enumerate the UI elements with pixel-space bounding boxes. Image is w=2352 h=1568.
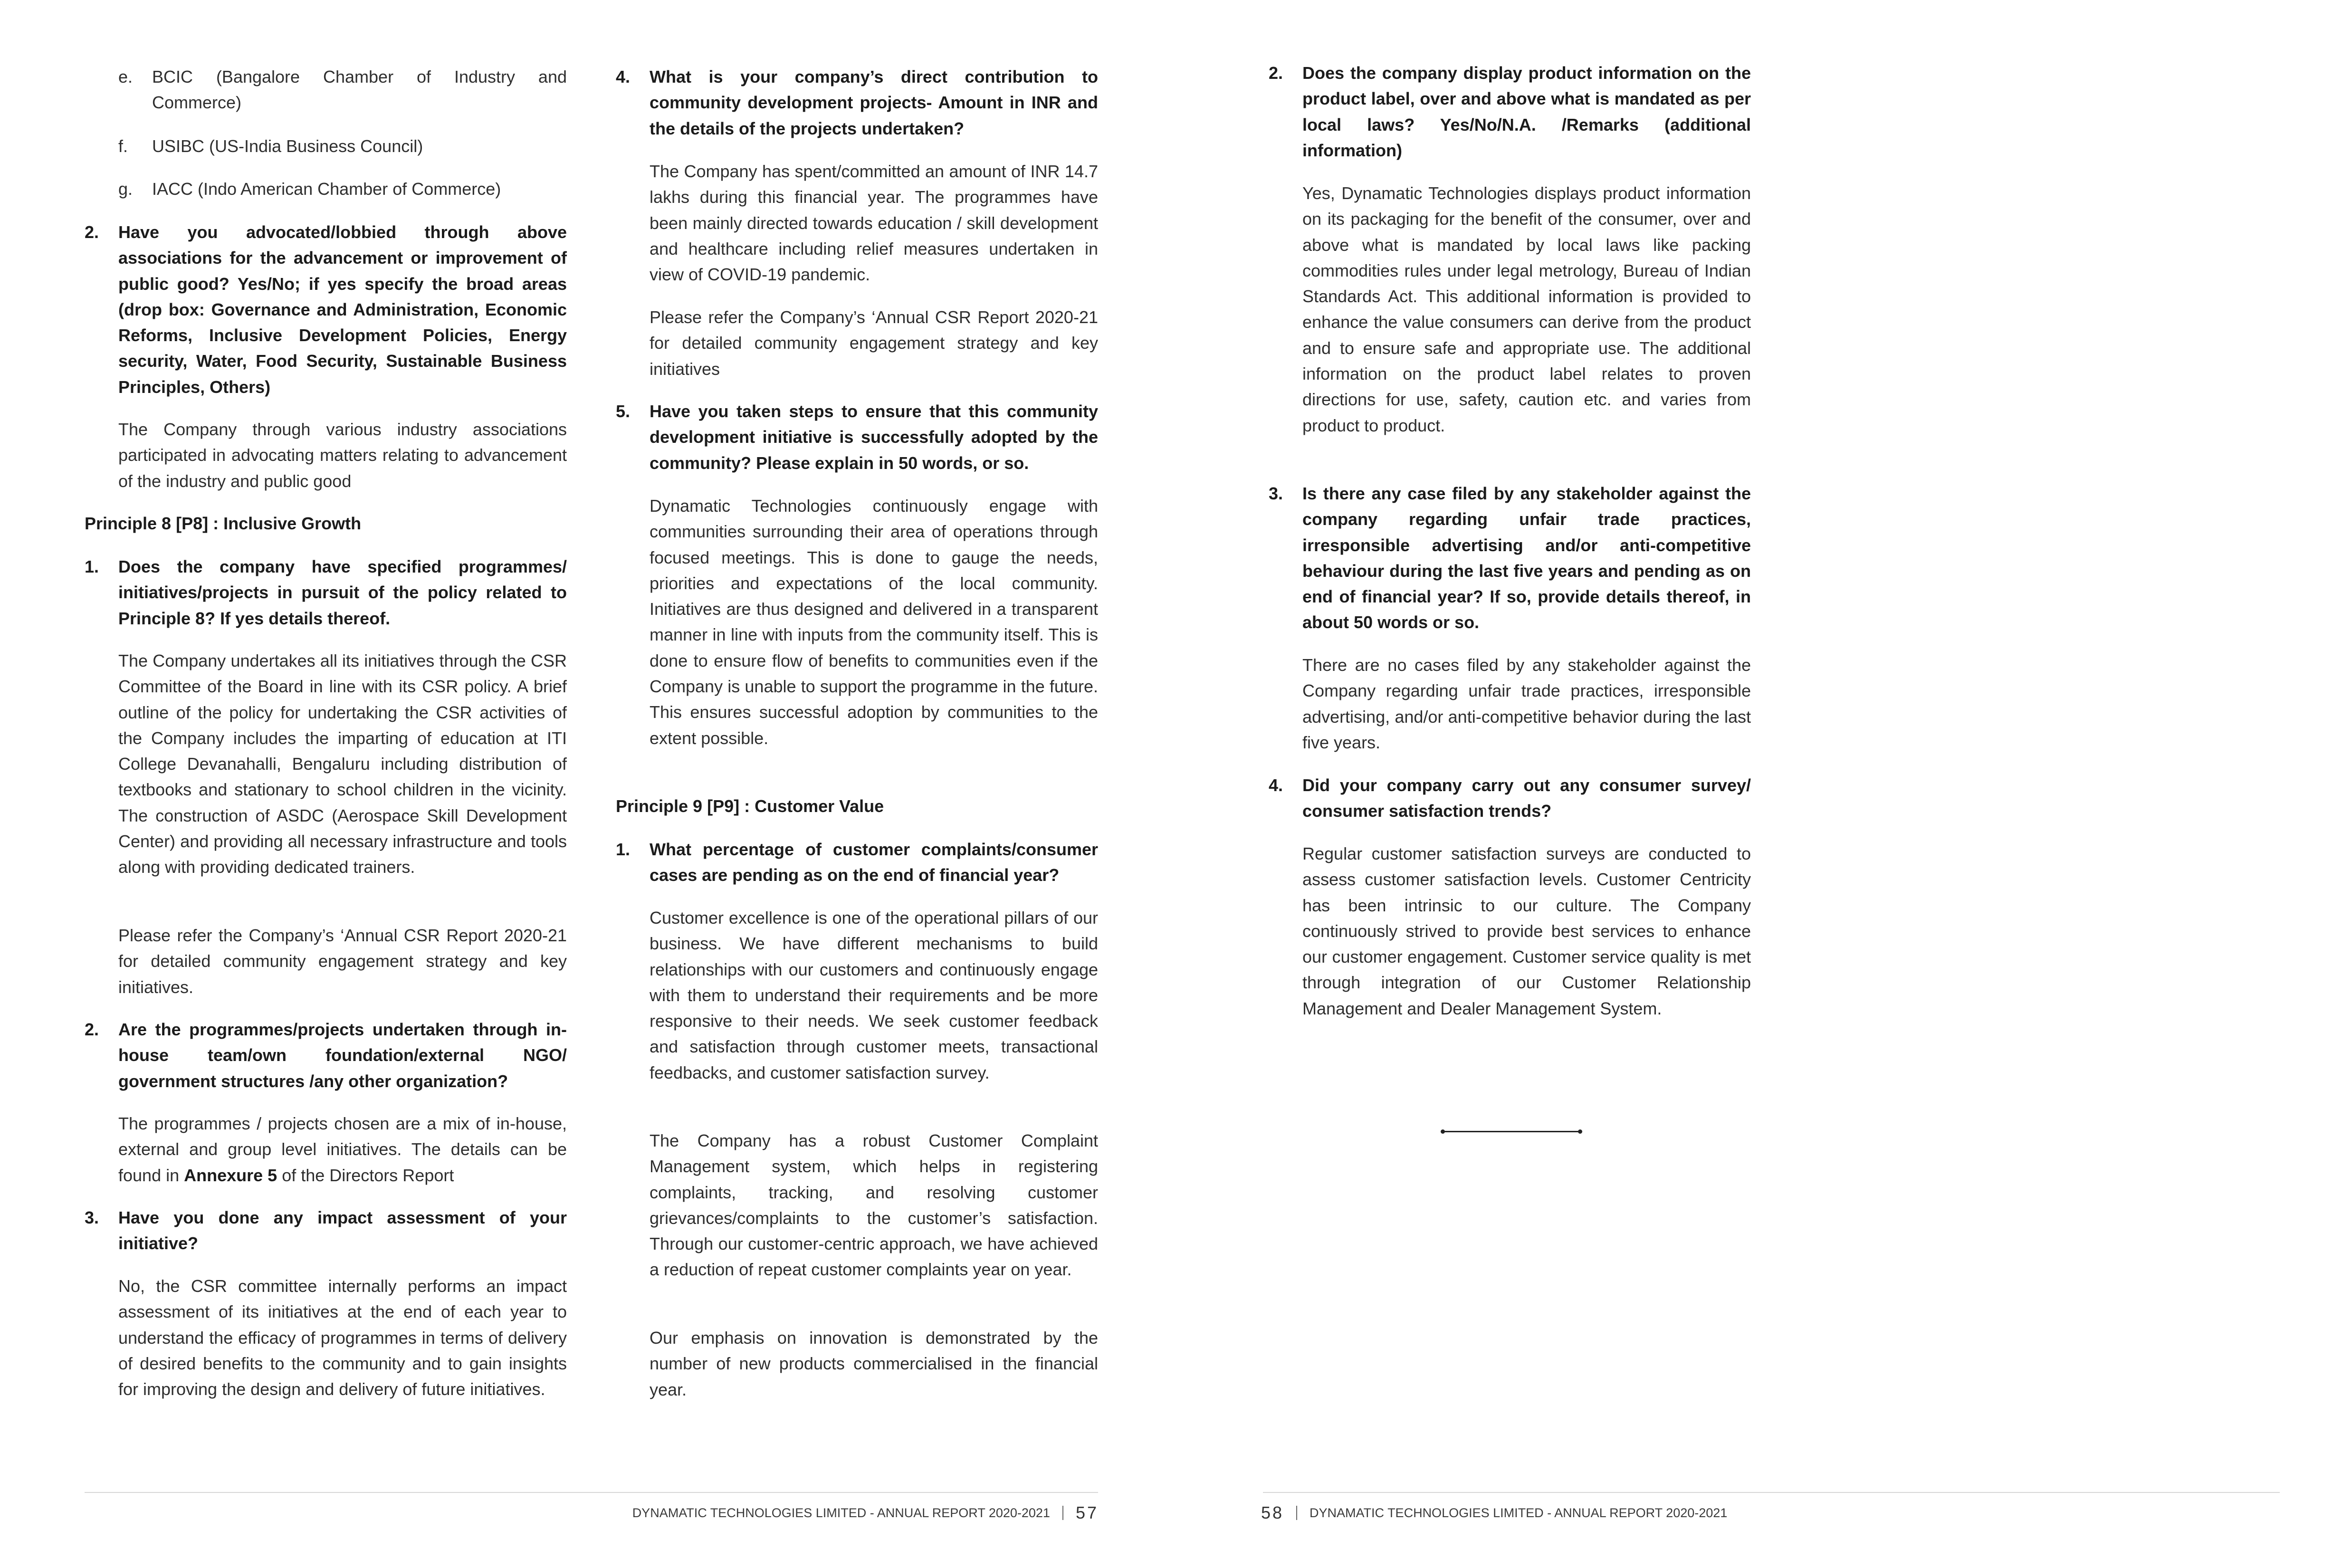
question-text: Does the company have specified programmes/ initiatives/projects in pursuit of the policy related to Principle 8? If yes details thereof. — [118, 557, 567, 628]
list-item-e — [118, 64, 567, 116]
question-text: What percentage of customer complaints/consumer cases are pending as on the end of financial year? — [650, 840, 1098, 885]
answer-p8-5: Dynamatic Technologies continuously engage with communities surrounding their area of operations through focused meetings. This is done to gauge the needs, priorities and expectations of the local community. Initiatives are thus designed and delivered in a transparent manner in line with inputs from the community itself. This is done to ensure flow of benefits to communities even if the Company is unable to support the programme in the future. This ensures successful adoption by communities to the extent possible. — [650, 496, 1098, 748]
question-p8-5 — [616, 399, 1098, 476]
question-p8-3 — [85, 1205, 567, 1257]
answer-p8-4: The Company has spent/committed an amount of INR 14.7 lakhs during this financial year. The programmes have been mainly directed towards education / skill development and healthcare including relief measures undertaken in view of COVID-19 pandemic. — [650, 162, 1098, 285]
question-text: Have you taken steps to ensure that this community development initiative is successfully adopted by the community? Please explain in 50 words, or so. — [650, 402, 1098, 473]
question-text: Did your company carry out any consumer survey/ consumer satisfaction trends? — [1302, 775, 1751, 821]
answer-text: The programmes / projects chosen are a mix of in-house, external and group level initiatives. The details can be found in — [118, 1114, 567, 1185]
question-text: What is your company’s direct contribution to community development projects- Amount in INR and the details of the projects undertaken? — [650, 67, 1098, 138]
footer-right — [1261, 1502, 1727, 1522]
answer-p8-3: No, the CSR committee internally performs an impact assessment of its initiatives at the end of each year to understand the efficacy of programmes in terms of delivery of desired benefits to the community and to gain insights for improving the design and delivery of future initiatives. — [118, 1276, 567, 1399]
answer-p9-1-complaints: The Company has a robust Customer Complaint Management system, which helps in registering complaints, tracking, and resolving customer grievances/complaints to the customer’s satisfaction. Through our customer-centric approach, we have achieved a reduction of repeat customer complaints year on year. — [650, 1131, 1098, 1280]
question-p9-1 — [616, 837, 1098, 889]
answer-p9-4: Regular customer satisfaction surveys are conducted to assess customer satisfaction levels. Customer Centricity has been intrinsic to our culture. The Company continuously strived to provide best services to enhance our customer engagement. Customer service quality is met through integration of our Customer Relationship Management and Dealer Management System. — [1302, 844, 1751, 1018]
question-number: 2. — [85, 222, 99, 242]
question-p9-2 — [1269, 60, 1751, 163]
principle-9-heading: Principle 9 [P9] : Customer Value — [616, 796, 884, 816]
footer-separator — [1296, 1506, 1297, 1520]
footer-separator — [1062, 1506, 1063, 1520]
footer-rule-left — [85, 1492, 1098, 1493]
answer-p9-1: Customer excellence is one of the operational pillars of our business. We have different mechanisms to build relationships with our customers and continuously engage with them to understand their requirements and be more responsive to their needs. We seek customer feedback and satisfaction through customer meets, transactional feedbacks, and customer satisfaction survey. — [650, 908, 1098, 1082]
question-text: Is there any case filed by any stakeholder against the company regarding unfair trade practices, irresponsible advertising and/or anti-competitive behaviour during the last five years and pending as on end of financial year? If so, provide details thereof, in about 50 words or so. — [1302, 484, 1751, 632]
question-p8-4 — [616, 64, 1098, 142]
question-p7-2 — [85, 220, 567, 400]
question-number: 1. — [85, 557, 99, 576]
question-number: 2. — [1269, 63, 1283, 83]
answer-p9-3: There are no cases filed by any stakeholder against the Company regarding unfair trade practices, irresponsible advertising, and/or anti-competitive behavior during the last five years. — [1302, 655, 1751, 752]
principle-8-heading: Principle 8 [P8] : Inclusive Growth — [85, 514, 362, 533]
list-item-f — [118, 134, 567, 159]
question-p8-1 — [85, 554, 567, 631]
list-item-text: USIBC (US-India Business Council) — [152, 136, 423, 156]
question-number: 4. — [616, 67, 631, 86]
question-number: 2. — [85, 1020, 99, 1039]
footer-rule-right — [1263, 1492, 2280, 1493]
question-p9-3 — [1269, 481, 1751, 636]
footer-title: DYNAMATIC TECHNOLOGIES LIMITED - ANNUAL REPORT 2020-2021 — [632, 1505, 1050, 1520]
question-number: 5. — [616, 402, 631, 421]
list-item-text: BCIC (Bangalore Chamber of Industry and Commerce) — [152, 67, 567, 113]
question-p8-2 — [85, 1017, 567, 1094]
list-item-label: e. — [118, 67, 133, 86]
list-item-g — [118, 176, 567, 202]
answer-p9-1-innovation: Our emphasis on innovation is demonstrated by the number of new products commercialised in the financial year. — [650, 1328, 1098, 1399]
answer-p8-2 — [118, 1111, 567, 1188]
page-number: 58 — [1261, 1502, 1284, 1522]
list-item-label: f. — [118, 136, 128, 156]
section-end-divider — [1443, 1131, 1580, 1132]
answer-p8-1: The Company undertakes all its initiatives through the CSR Committee of the Board in line with its CSR policy. A brief outline of the policy for undertaking the CSR activities of the Company includes the imparting of education at ITI College Devanahalli, Bengaluru including distribution of textbooks and stationary to school children in the vicinity. The construction of ASDC (Aerospace Skill Development Center) and providing all necessary infrastructure and tools along with providing dedicated trainers. — [118, 651, 567, 877]
question-text: Does the company display product information on the product label, over and above what is mandated as per local laws? Yes/No/N.A. /Remarks (additional information) — [1302, 63, 1751, 160]
annexure-link-text: Annexure 5 — [184, 1165, 277, 1185]
question-number: 3. — [1269, 484, 1283, 503]
list-item-text: IACC (Indo American Chamber of Commerce) — [152, 179, 501, 199]
question-p9-4 — [1269, 773, 1751, 824]
question-text: Are the programmes/projects undertaken through in-house team/own foundation/external NGO/ government structures /any other organization? — [118, 1020, 567, 1091]
question-text: Have you advocated/lobbied through above associations for the advancement or improvement of public good? Yes/No; if yes specify the broad areas (drop box: Governance and Administration, Economic Reforms, Inclusive Development Policies, Energy security, Water, Food Security, Sustainable Business Principles, Others) — [118, 222, 567, 397]
answer-text: of the Directors Report — [277, 1165, 454, 1185]
question-number: 3. — [85, 1208, 99, 1227]
question-number: 1. — [616, 840, 631, 859]
list-item-label: g. — [118, 179, 133, 199]
footer-left — [632, 1502, 1099, 1522]
answer-p7-2: The Company through various industry associations participated in advocating matters relating to advancement of the industry and public good — [118, 420, 567, 491]
page-number: 57 — [1075, 1502, 1099, 1522]
answer-p8-4-csr-ref: Please refer the Company’s ‘Annual CSR Report 2020-21 for detailed community engagement strategy and key initiatives — [650, 307, 1098, 379]
question-number: 4. — [1269, 775, 1283, 795]
answer-p9-2: Yes, Dynamatic Technologies displays product information on its packaging for the benefit of the consumer, over and above what is mandated by local laws like packing commodities rules under legal metrology, Bureau of Indian Standards Act. This additional information is provided to enhance the value consumers can derive from the product and to ensure safe and appropriate use. The additional information on the product label relates to proven directions for use, safety, caution etc. and varies from product to product. — [1302, 183, 1751, 435]
footer-title: DYNAMATIC TECHNOLOGIES LIMITED - ANNUAL REPORT 2020-2021 — [1310, 1505, 1728, 1520]
answer-p8-1-csr-ref: Please refer the Company’s ‘Annual CSR Report 2020-21 for detailed community engagement strategy and key initiatives. — [118, 926, 567, 997]
question-text: Have you done any impact assessment of your initiative? — [118, 1208, 567, 1253]
